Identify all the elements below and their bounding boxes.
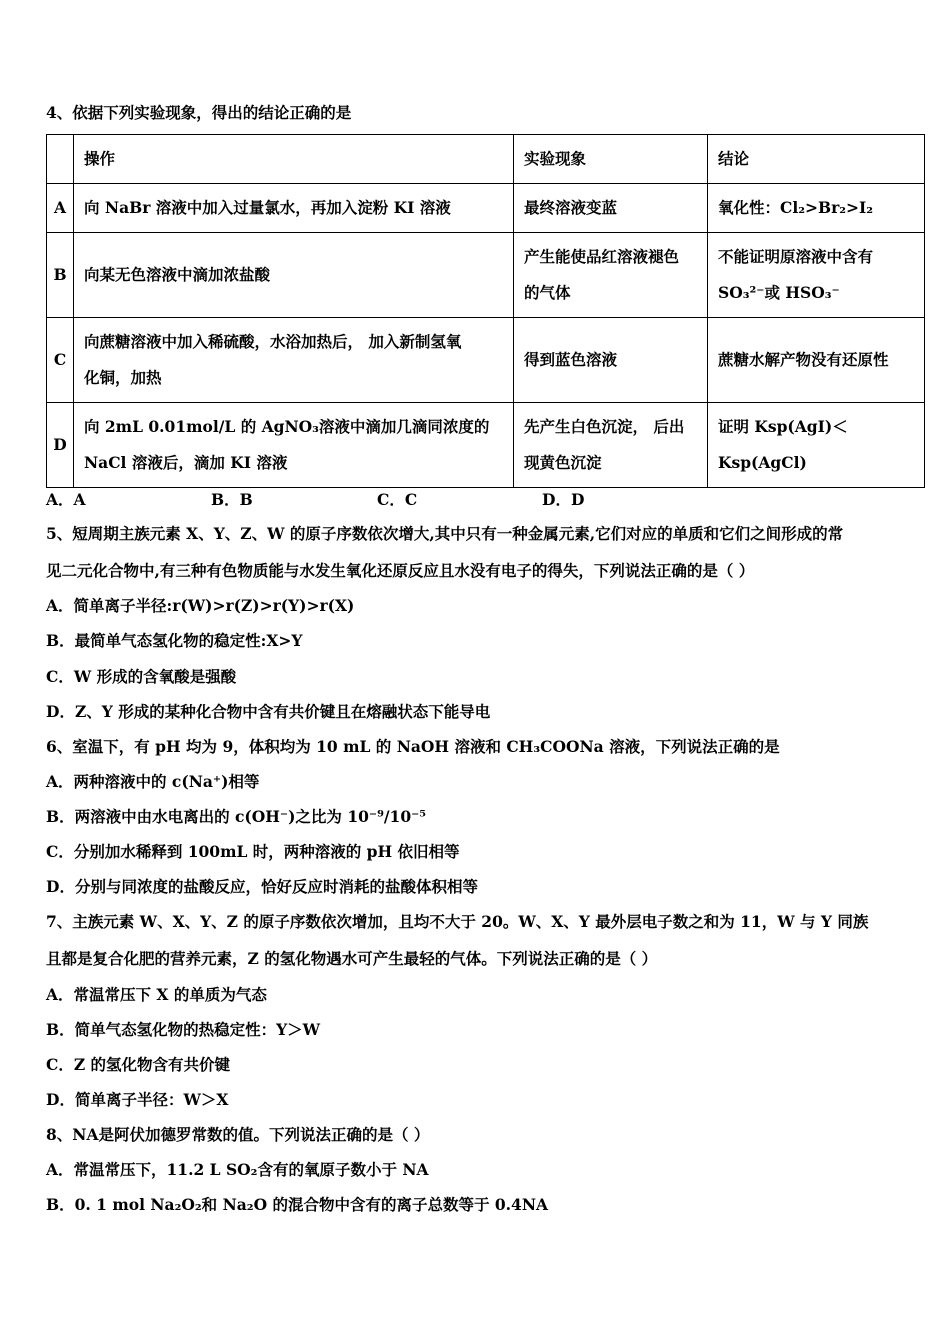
row-label: A — [47, 184, 74, 233]
q7-option-a[interactable]: A．常温常压下 X 的单质为气态 — [46, 985, 267, 1004]
q7-option-c[interactable]: C．Z 的氢化物含有共价键 — [46, 1055, 231, 1074]
q5-option-a[interactable]: A．简单离子半径:r(W)>r(Z)>r(Y)>r(X) — [46, 596, 355, 615]
q4-option-c[interactable]: C．C — [377, 490, 418, 509]
phenomenon-line-1: 产生能使品红溶液褪色 — [524, 247, 680, 266]
q7-stem-line-2: 且都是复合化肥的营养元素，Z 的氢化物遇水可产生最轻的气体。下列说法正确的是（ ） — [46, 949, 658, 968]
phenomenon-line-2: 现黄色沉淀 — [524, 453, 602, 472]
q4-option-b[interactable]: B．B — [211, 490, 253, 509]
phenomenon-line-1: 先产生白色沉淀， 后出 — [524, 417, 685, 436]
row-conclusion: 证明 Ksp(AgI)＜Ksp(AgCl) — [708, 403, 925, 488]
row-phenomenon — [514, 233, 708, 318]
header-label — [47, 135, 74, 184]
row-label: D — [47, 403, 74, 488]
q4-option-d[interactable]: D．D — [542, 490, 585, 509]
row-phenomenon — [514, 403, 708, 488]
q5-stem-line-2: 见二元化合物中,有三种有色物质能与水发生氧化还原反应且水没有电子的得失，下列说法正确的是（ ） — [46, 561, 755, 580]
q6-option-b[interactable]: B．两溶液中由水电离出的 c(OH⁻)之比为 10⁻⁹/10⁻⁵ — [46, 807, 427, 826]
table-row — [47, 184, 925, 233]
experiment-table — [46, 134, 925, 488]
table-row — [47, 233, 925, 318]
q6-stem: 6、室温下，有 pH 均为 9，体积均为 10 mL 的 NaOH 溶液和 CH₃COONa 溶液，下列说法正确的是 — [46, 737, 780, 756]
operation-line-2: NaCl 溶液后，滴加 KI 溶液 — [84, 453, 288, 472]
table-row — [47, 403, 925, 488]
row-conclusion — [708, 233, 925, 318]
q6-option-a[interactable]: A．两种溶液中的 c(Na⁺)相等 — [46, 772, 260, 791]
header-conclusion: 结论 — [708, 135, 925, 184]
operation-line-2: 化铜，加热 — [84, 368, 162, 387]
row-label: B — [47, 233, 74, 318]
row-operation: 向 NaBr 溶液中加入过量氯水，再加入淀粉 KI 溶液 — [74, 184, 514, 233]
q4-option-a[interactable]: A．A — [46, 490, 86, 509]
q6-option-d[interactable]: D．分别与同浓度的盐酸反应，恰好反应时消耗的盐酸体积相等 — [46, 877, 478, 896]
q6-option-c[interactable]: C．分别加水稀释到 100mL 时，两种溶液的 pH 依旧相等 — [46, 842, 460, 861]
q5-option-d[interactable]: D．Z、Y 形成的某种化合物中含有共价键且在熔融状态下能导电 — [46, 702, 491, 721]
q7-option-d[interactable]: D．简单离子半径：W＞X — [46, 1090, 229, 1109]
phenomenon-line-2: 的气体 — [524, 283, 571, 302]
q8-option-a[interactable]: A．常温常压下，11.2 L SO₂含有的氧原子数小于 NA — [46, 1160, 429, 1179]
table-row — [47, 318, 925, 403]
q5-option-c[interactable]: C．W 形成的含氧酸是强酸 — [46, 667, 237, 686]
operation-line-1: 向 2mL 0.01mol/L 的 AgNO₃溶液中滴加几滴同浓度的 — [84, 417, 490, 436]
q8-stem: 8、NA是阿伏加德罗常数的值。下列说法正确的是（ ） — [46, 1125, 430, 1144]
row-label: C — [47, 318, 74, 403]
row-operation — [74, 403, 514, 488]
q5-stem-line-1: 5、短周期主族元素 X、Y、Z、W 的原子序数依次增大,其中只有一种金属元素,它们对应的单质和它们之间形成的常 — [46, 524, 844, 543]
operation-line-1: 向蔗糖溶液中加入稀硫酸，水浴加热后， 加入新制氢氧 — [84, 332, 462, 351]
header-phenomenon: 实验现象 — [514, 135, 708, 184]
row-conclusion: 氧化性：Cl₂>Br₂>I₂ — [708, 184, 925, 233]
header-operation: 操作 — [74, 135, 514, 184]
q8-option-b[interactable]: B．0. 1 mol Na₂O₂和 Na₂O 的混合物中含有的离子总数等于 0.4NA — [46, 1195, 549, 1214]
q5-option-b[interactable]: B．最简单气态氢化物的稳定性:X>Y — [46, 631, 303, 650]
q4-stem: 4、依据下列实验现象，得出的结论正确的是 — [46, 103, 352, 122]
row-operation: 向某无色溶液中滴加浓盐酸 — [74, 233, 514, 318]
conclusion-line-2: SO₃²⁻或 HSO₃⁻ — [718, 283, 840, 302]
row-phenomenon: 最终溶液变蓝 — [514, 184, 708, 233]
row-phenomenon: 得到蓝色溶液 — [514, 318, 708, 403]
q7-option-b[interactable]: B．简单气态氢化物的热稳定性：Y＞W — [46, 1020, 321, 1039]
row-conclusion: 蔗糖水解产物没有还原性 — [708, 318, 925, 403]
table-header-row — [47, 135, 925, 184]
row-operation — [74, 318, 514, 403]
q7-stem-line-1: 7、主族元素 W、X、Y、Z 的原子序数依次增加，且均不大于 20。W、X、Y 最外层电子数之和为 11，W 与 Y 同族 — [46, 912, 869, 931]
conclusion-line-1: 不能证明原溶液中含有 — [718, 247, 874, 266]
